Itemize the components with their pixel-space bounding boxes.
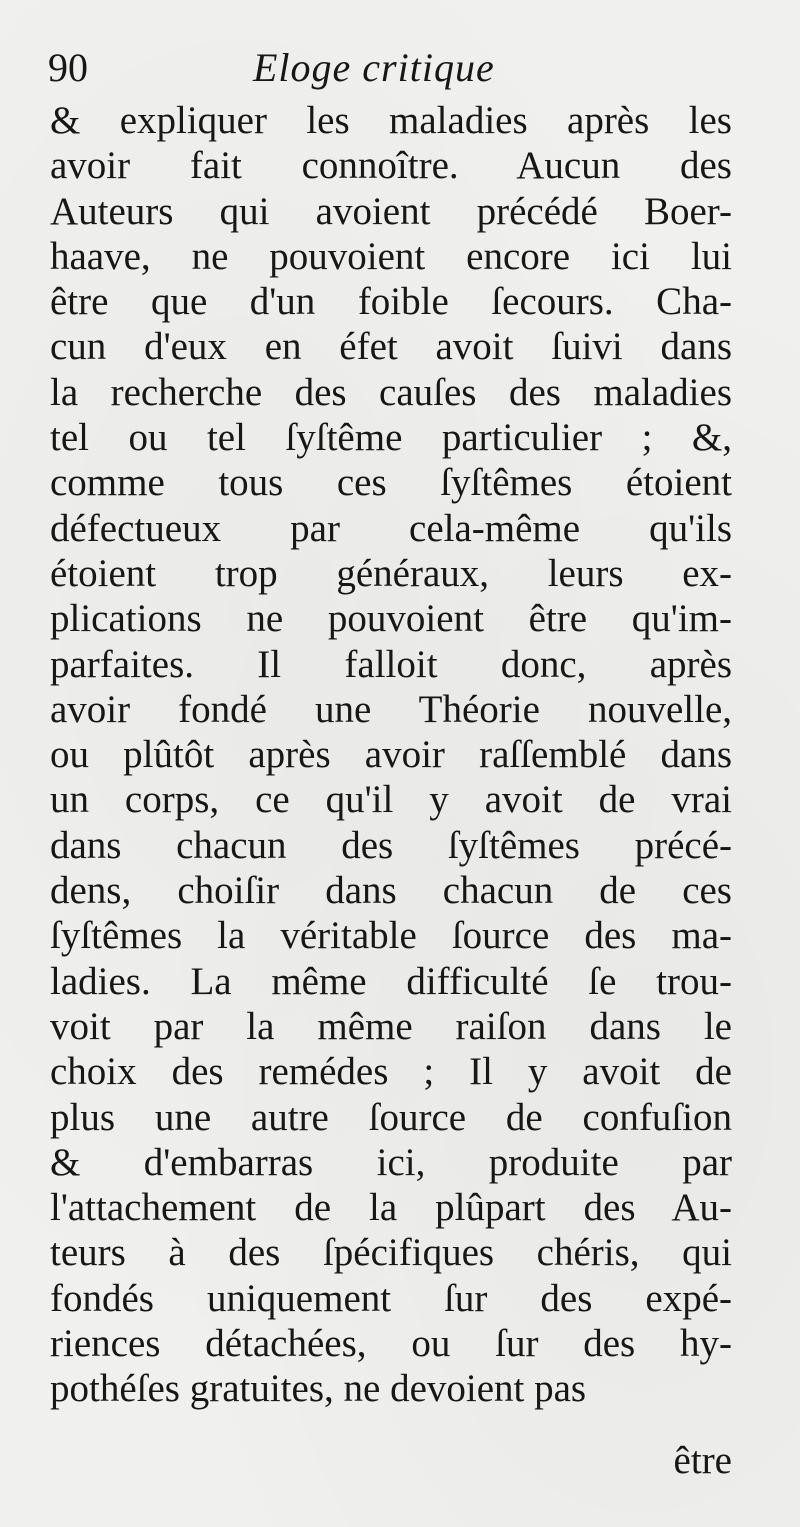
text-line: Auteurs qui avoient précédé Boer- <box>50 189 732 233</box>
text-line: fondés uniquement ſur des expé- <box>50 1276 732 1320</box>
text-line: être que d'un foible ſecours. Cha- <box>50 280 732 324</box>
text-line: avoir fondé une Théorie nouvelle, <box>50 687 732 731</box>
text-line: l'attachement de la plûpart des Au- <box>50 1186 732 1230</box>
text-line: défectueux par cela-même qu'ils <box>50 506 732 550</box>
text-line: comme tous ces ſyſtêmes étoient <box>50 461 732 505</box>
text-line: dans chacun des ſyſtêmes précé- <box>50 823 732 867</box>
page-header <box>48 38 738 98</box>
text-line: parfaites. Il falloit donc, après <box>50 642 732 686</box>
text-line: voit par la même raiſon dans le <box>50 1004 732 1048</box>
text-line: tel ou tel ſyſtême particulier ; &, <box>50 416 732 460</box>
text-line: pothéſes gratuites, ne devoient pas <box>50 1367 587 1411</box>
text-line: la recherche des cauſes des maladies <box>50 370 732 414</box>
text-line: riences détachées, ou ſur des hy- <box>50 1322 732 1366</box>
text-line: étoient trop généraux, leurs ex- <box>50 551 732 595</box>
body-text <box>50 98 732 1412</box>
text-line: haave, ne pouvoient encore ici lui <box>50 234 732 278</box>
text-line: choix des remédes ; Il y avoit de <box>50 1050 732 1094</box>
text-line: un corps, ce qu'il y avoit de vrai <box>50 778 732 822</box>
running-title: Eloge critique <box>253 45 495 90</box>
text-line: & expliquer les maladies après les <box>50 99 732 142</box>
catchword: être <box>673 1439 732 1482</box>
text-line: plus une autre ſource de confuſion <box>50 1095 732 1139</box>
text-line: plications ne pouvoient être qu'im- <box>50 597 732 641</box>
text-line: cun d'eux en éfet avoit ſuivi dans <box>50 325 732 369</box>
text-line: dens, choiſir dans chacun de ces <box>50 869 732 913</box>
text-line: teurs à des ſpécifiques chéris, qui <box>50 1231 732 1275</box>
text-line: avoir fait connoître. Aucun des <box>50 144 732 188</box>
text-line: ou plûtôt après avoir raſſemblé dans <box>50 733 732 777</box>
text-line: ladies. La même difficulté ſe trou- <box>50 959 732 1003</box>
page-number: 90 <box>48 45 88 90</box>
text-line: & d'embarras ici, produite par <box>50 1140 732 1184</box>
text-line: ſyſtêmes la véritable ſource des ma- <box>50 914 732 958</box>
